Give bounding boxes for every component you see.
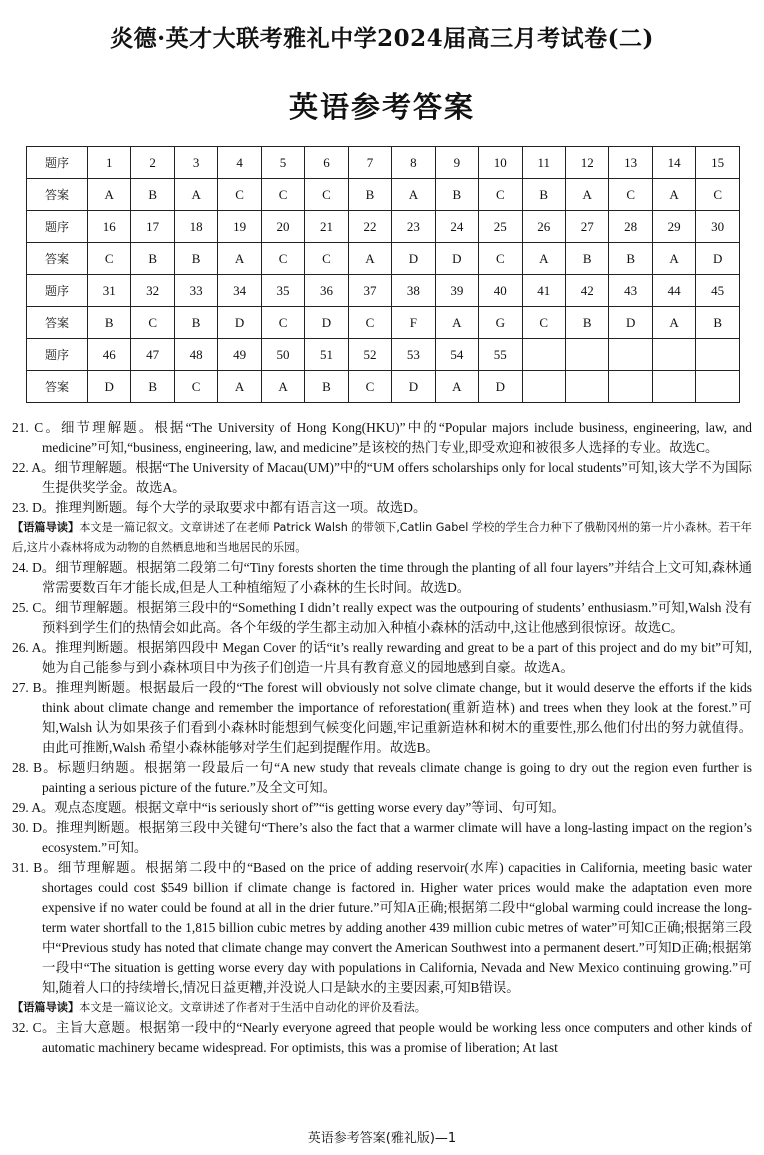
passage-guide-text: 本文是一篇议论文。文章讲述了作者对于生活中自动化的评价及看法。	[79, 1001, 426, 1014]
exam-header-title: 炎德·英才大联考雅礼中学2024届高三月考试卷(二)	[110, 25, 654, 52]
question-number-cell: 48	[174, 339, 217, 371]
question-number-cell: 53	[392, 339, 435, 371]
page-footer: 英语参考答案(雅礼版)—1	[307, 1131, 457, 1146]
answer-cell: F	[392, 307, 435, 339]
answer-cell: C	[261, 307, 304, 339]
answer-table-row	[27, 147, 740, 179]
question-number-cell: 37	[348, 275, 391, 307]
answer-cell: A	[652, 243, 695, 275]
question-number-cell	[522, 339, 565, 371]
answer-cell: A	[435, 371, 478, 403]
answer-cell: C	[479, 179, 522, 211]
question-number-cell: 27	[565, 211, 608, 243]
answer-cell: C	[305, 179, 348, 211]
question-number-cell: 11	[522, 147, 565, 179]
question-number-cell: 7	[348, 147, 391, 179]
answer-explanation: 23. D。推理判断题。每个大学的录取要求中都有语言这一项。故选D。	[12, 500, 427, 515]
question-number-cell: 49	[218, 339, 261, 371]
answer-cell	[565, 371, 608, 403]
answer-cell: C	[609, 179, 652, 211]
question-number-cell: 22	[348, 211, 391, 243]
answer-cell: B	[435, 179, 478, 211]
answer-explanation: 32. C。主旨大意题。根据第一段中的“Nearly everyone agreed that people would be working less once computers and other kinds of automatic machinery became widespread. For optimists, this was a promise of liberation; At last	[12, 1020, 752, 1055]
answer-cell: C	[261, 243, 304, 275]
question-number-cell: 18	[174, 211, 217, 243]
question-number-cell	[609, 339, 652, 371]
question-number-cell: 30	[696, 211, 740, 243]
question-number-cell	[652, 339, 695, 371]
answer-explanation: 30. D。推理判断题。根据第三段中关键句“There’s also the fact that a warmer climate will have a long-lasting impact on the region’s ecosystem.”可知。	[12, 820, 752, 855]
answer-cell: A	[652, 307, 695, 339]
answer-table-row	[27, 275, 740, 307]
answer-cell: C	[218, 179, 261, 211]
question-number-cell: 25	[479, 211, 522, 243]
answer-cell: G	[479, 307, 522, 339]
explanations-section	[12, 418, 752, 1058]
answer-cell	[609, 371, 652, 403]
answer-cell	[696, 371, 740, 403]
answer-table-row	[27, 307, 740, 339]
question-number-cell: 10	[479, 147, 522, 179]
answer-key-table	[26, 146, 740, 403]
question-number-cell: 12	[565, 147, 608, 179]
answer-cell: D	[435, 243, 478, 275]
question-number-cell: 19	[218, 211, 261, 243]
question-number-cell: 9	[435, 147, 478, 179]
question-number-cell: 52	[348, 339, 391, 371]
answer-cell: D	[479, 371, 522, 403]
answer-cell: B	[696, 307, 740, 339]
question-number-cell: 38	[392, 275, 435, 307]
answer-cell: C	[348, 371, 391, 403]
answer-cell: C	[522, 307, 565, 339]
answer-cell: D	[305, 307, 348, 339]
answer-table-row	[27, 179, 740, 211]
row-label: 答案	[27, 371, 88, 403]
answer-cell: A	[435, 307, 478, 339]
answer-cell: A	[174, 179, 217, 211]
answer-cell: C	[131, 307, 174, 339]
answer-cell: C	[261, 179, 304, 211]
row-label: 答案	[27, 307, 88, 339]
passage-guide-tag: 【语篇导读】	[12, 1001, 80, 1014]
answer-cell: A	[261, 371, 304, 403]
answer-cell: A	[218, 371, 261, 403]
answer-cell: B	[609, 243, 652, 275]
question-number-cell: 21	[305, 211, 348, 243]
question-number-cell: 36	[305, 275, 348, 307]
answer-cell: C	[696, 179, 740, 211]
question-number-cell: 34	[218, 275, 261, 307]
question-number-cell	[565, 339, 608, 371]
question-number-cell: 8	[392, 147, 435, 179]
question-number-cell: 55	[479, 339, 522, 371]
answer-cell: C	[305, 243, 348, 275]
question-number-cell: 28	[609, 211, 652, 243]
answer-table-row	[27, 339, 740, 371]
question-number-cell: 26	[522, 211, 565, 243]
answer-cell: B	[305, 371, 348, 403]
question-number-cell: 5	[261, 147, 304, 179]
answer-cell: A	[652, 179, 695, 211]
question-number-cell: 31	[88, 275, 131, 307]
answer-cell: A	[348, 243, 391, 275]
row-label: 题序	[27, 339, 88, 371]
question-number-cell: 16	[88, 211, 131, 243]
answer-cell: A	[88, 179, 131, 211]
passage-guide-tag: 【语篇导读】	[12, 521, 80, 534]
question-number-cell: 20	[261, 211, 304, 243]
question-number-cell: 43	[609, 275, 652, 307]
answer-explanation: 26. A。推理判断题。根据第四段中 Megan Cover 的话“it’s really rewarding and great to be a part of this project and do my bit”可知,她为自己能参与到小森林项目中为孩子们创造一片具有教育意义的园地感到自豪。故选A。	[12, 640, 752, 675]
answer-cell: B	[131, 179, 174, 211]
answer-cell: A	[565, 179, 608, 211]
answer-cell: B	[131, 371, 174, 403]
answer-cell: C	[479, 243, 522, 275]
question-number-cell: 2	[131, 147, 174, 179]
question-number-cell: 15	[696, 147, 740, 179]
answer-explanation: 25. C。细节理解题。根据第三段中的“Something I didn’t really expect was the outpouring of students’ enthusiasm.”可知,Walsh 没有预料到学生们的热情会如此高。各个年级的学生都主动加入种植小森林的活动中,这让他感到很惊讶。故选C。	[12, 600, 752, 635]
question-number-cell: 4	[218, 147, 261, 179]
question-number-cell: 44	[652, 275, 695, 307]
question-number-cell: 13	[609, 147, 652, 179]
answer-cell: B	[565, 243, 608, 275]
answer-cell: D	[609, 307, 652, 339]
question-number-cell: 24	[435, 211, 478, 243]
question-number-cell: 35	[261, 275, 304, 307]
answer-explanation: 27. B。推理判断题。根据最后一段的“The forest will obviously not solve climate change, but it would deserve the efforts if the kids think about climate change and remember the importance of reforestation(重新造林) and trees when they look at the forest.”可知,Walsh 认为如果孩子们看到小森林时能想到气候变化问题,牢记重新造林和树木的重要性,那么他们付出的努力就值得。由此可推断,Walsh 希望小森林能够对学生们起到提醒作用。故选B。	[12, 680, 752, 755]
question-number-cell	[696, 339, 740, 371]
answer-cell: B	[522, 179, 565, 211]
question-number-cell: 42	[565, 275, 608, 307]
question-number-cell: 1	[88, 147, 131, 179]
subject-title: 英语参考答案	[288, 90, 475, 124]
answer-explanation: 22. A。细节理解题。根据“The University of Macau(UM)”中的“UM offers scholarships only for local students”可知,该大学不为国际生提供奖学金。故选A。	[12, 460, 752, 495]
question-number-cell: 45	[696, 275, 740, 307]
question-number-cell: 32	[131, 275, 174, 307]
question-number-cell: 47	[131, 339, 174, 371]
question-number-cell: 23	[392, 211, 435, 243]
question-number-cell: 54	[435, 339, 478, 371]
answer-explanation: 29. A。观点态度题。根据文章中“is seriously short of”“is getting worse every day”等词、句可知。	[12, 800, 566, 815]
answer-cell: A	[392, 179, 435, 211]
question-number-cell: 17	[131, 211, 174, 243]
row-label: 题序	[27, 211, 88, 243]
answer-cell	[522, 371, 565, 403]
question-number-cell: 41	[522, 275, 565, 307]
answer-explanation: 31. B。细节理解题。根据第二段中的“Based on the price of adding reservoir(水库) capacities in California, meeting basic water shortages could cost $549 billion if climate change is factored in. Higher water prices would make the adaptation even more expensive if no water could be found at all in the drier future.”可知A正确;根据第二段中“global warming could increase the long-term water shortfall to the 1,815 billion cubic metres by adding another 439 million cubic metres of water”可知C正确;根据第三段中“Previous study has noted that climate change may convert the American Southwest into a permanent desert.”可知D正确;根据第一段中“The situation is getting worse every day with populations in California, Nevada and New Mexico continuing growing.”可知,随着人口的持续增长,情况日益更糟,并没说人口是缺水的主要因素,可知B错误。	[12, 860, 752, 995]
row-label: 题序	[27, 147, 88, 179]
answer-cell: D	[88, 371, 131, 403]
row-label: 答案	[27, 179, 88, 211]
row-label: 题序	[27, 275, 88, 307]
answer-explanation: 28. B。标题归纳题。根据第一段最后一句“A new study that reveals climate change is going to dry out the region even further is painting a serious picture of the future.”及全文可知。	[12, 760, 752, 795]
answer-table-row	[27, 243, 740, 275]
question-number-cell: 14	[652, 147, 695, 179]
answer-cell: C	[348, 307, 391, 339]
answer-cell: D	[696, 243, 740, 275]
question-number-cell: 46	[88, 339, 131, 371]
answer-cell: A	[218, 243, 261, 275]
passage-guide	[12, 998, 752, 1018]
question-number-cell: 6	[305, 147, 348, 179]
answer-cell: C	[174, 371, 217, 403]
answer-cell: D	[392, 371, 435, 403]
answer-table-row	[27, 211, 740, 243]
answer-cell: B	[88, 307, 131, 339]
answer-table-row	[27, 371, 740, 403]
answer-cell: C	[88, 243, 131, 275]
question-number-cell: 51	[305, 339, 348, 371]
passage-guide-text: 本文是一篇记叙文。文章讲述了在老师 Patrick Walsh 的带领下,Catlin Gabel 学校的学生合力种下了俄勒冈州的第一片小森林。若干年后,这片小森林将成为动物的自然栖息地和当地居民的乐园。	[12, 521, 752, 554]
question-number-cell: 40	[479, 275, 522, 307]
answer-cell: B	[174, 307, 217, 339]
answer-explanation: 21. C。细节理解题。根据“The University of Hong Kong(HKU)”中的“Popular majors include business, engineering, law, and medicine”可知,“business, engineering, law, and medicine”是该校的热门专业,即受欢迎和被很多人选择的专业。故选C。	[12, 420, 752, 455]
answer-cell: D	[392, 243, 435, 275]
answer-explanation: 24. D。细节理解题。根据第二段第二句“Tiny forests shorten the time through the planting of all four layers”并结合上文可知,森林通常需要数百年才能长成,但是人工种植缩短了小森林的生长时间。故选D。	[12, 560, 752, 595]
answer-cell: B	[131, 243, 174, 275]
answer-cell: B	[174, 243, 217, 275]
answer-cell: B	[565, 307, 608, 339]
answer-cell: A	[522, 243, 565, 275]
passage-guide	[12, 518, 752, 558]
answer-cell: D	[218, 307, 261, 339]
question-number-cell: 29	[652, 211, 695, 243]
answer-cell: B	[348, 179, 391, 211]
question-number-cell: 3	[174, 147, 217, 179]
answer-cell	[652, 371, 695, 403]
question-number-cell: 33	[174, 275, 217, 307]
question-number-cell: 39	[435, 275, 478, 307]
question-number-cell: 50	[261, 339, 304, 371]
row-label: 答案	[27, 243, 88, 275]
